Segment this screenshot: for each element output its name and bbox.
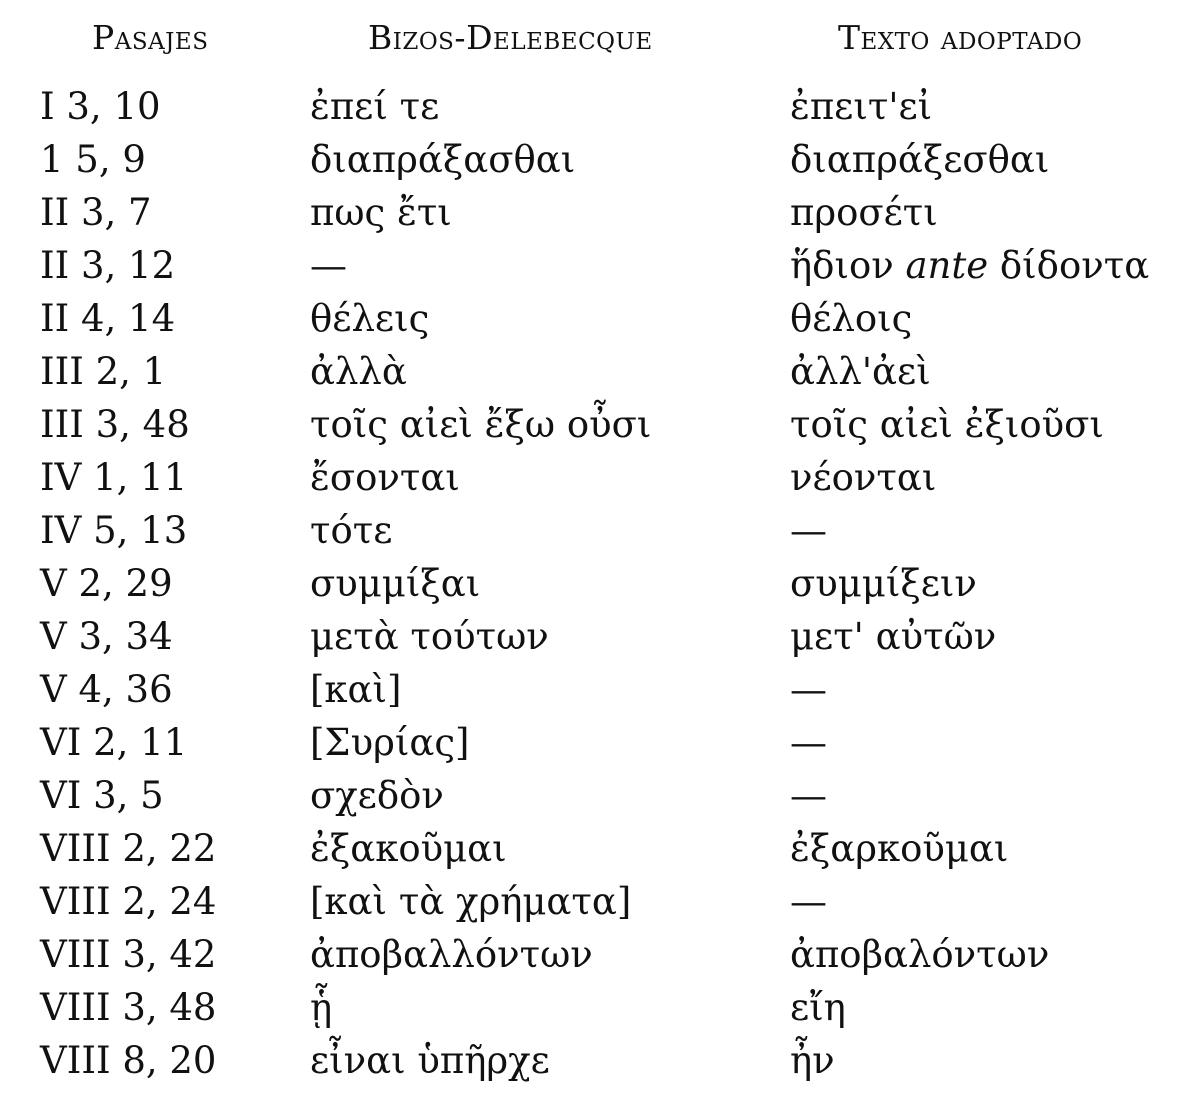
bizos-reading: ἀποβαλλόντων (310, 933, 593, 976)
adopted-reading: ἀλλ'ἀεὶ (790, 350, 931, 393)
passage-reference: II 3, 7 (40, 191, 152, 234)
passage-reference: IV 1, 11 (40, 456, 188, 499)
adopted-reading: ἐξαρκοῦμαι (790, 827, 1009, 870)
table-row (0, 716, 1182, 770)
adopted-reading: θέλοις (790, 297, 913, 340)
bizos-reading: — (310, 244, 347, 287)
table-header (0, 18, 1182, 72)
table-row (0, 186, 1182, 240)
bizos-reading: τότε (310, 509, 393, 552)
bizos-reading: ἐξακοῦμαι (310, 827, 507, 870)
bizos-reading: ἀλλὰ (310, 350, 407, 393)
bizos-reading: μετὰ τούτων (310, 615, 549, 658)
table-row (0, 610, 1182, 664)
adopted-reading: διαπράξεσθαι (790, 138, 1050, 181)
table-row (0, 769, 1182, 823)
adopted-reading: νέονται (790, 456, 937, 499)
adopted-reading: προσέτι (790, 191, 938, 234)
table-row (0, 292, 1182, 346)
adopted-reading: — (790, 668, 827, 711)
passage-reference: III 3, 48 (40, 403, 190, 446)
table-row (0, 80, 1182, 134)
table-row (0, 398, 1182, 452)
adopted-reading: εἴη (790, 986, 846, 1029)
passage-reference: V 4, 36 (40, 668, 173, 711)
adopted-reading-italic: ante (905, 244, 989, 287)
table-row (0, 1034, 1182, 1088)
bizos-reading: [καὶ] (310, 668, 402, 711)
adopted-reading: — (790, 509, 827, 552)
table-row (0, 663, 1182, 717)
adopted-reading: ἀποβαλόντων (790, 933, 1050, 976)
bizos-reading: ᾗ (310, 986, 333, 1029)
bizos-reading: εἶναι ὑπῆρχε (310, 1039, 550, 1082)
passage-reference: VIII 8, 20 (40, 1039, 217, 1082)
bizos-reading: ἔσονται (310, 456, 460, 499)
passage-reference: 1 5, 9 (40, 138, 146, 181)
table-row (0, 504, 1182, 558)
table-row (0, 451, 1182, 505)
passage-reference: II 4, 14 (40, 297, 176, 340)
passage-reference: II 3, 12 (40, 244, 176, 287)
adopted-reading-before: ἥδιον (790, 244, 906, 287)
table-row (0, 133, 1182, 187)
table-row (0, 822, 1182, 876)
passage-reference: VI 3, 5 (40, 774, 164, 817)
passage-reference: V 2, 29 (40, 562, 173, 605)
passage-reference: IV 5, 13 (40, 509, 188, 552)
header-bizos-delebecque: Bizos-Delebecque (368, 18, 653, 57)
bizos-reading: πως ἔτι (310, 191, 452, 234)
adopted-reading: — (790, 880, 827, 923)
bizos-reading: συμμίξαι (310, 562, 481, 605)
passage-reference: III 2, 1 (40, 350, 167, 393)
passage-reference: VIII 2, 22 (40, 827, 217, 870)
bizos-reading: [Συρίας] (310, 721, 470, 764)
table-row (0, 875, 1182, 929)
adopted-reading: — (790, 721, 827, 764)
bizos-reading: [καὶ τὰ χρήματα] (310, 880, 632, 923)
passage-reference: VI 2, 11 (40, 721, 188, 764)
adopted-reading: μετ' αὐτῶν (790, 615, 997, 658)
bizos-reading: θέλεις (310, 297, 430, 340)
adopted-reading: ἐπειτ'εἰ (790, 85, 933, 128)
adopted-reading: ἦν (790, 1039, 835, 1082)
header-passages: Pasajes (92, 18, 209, 57)
table-row (0, 345, 1182, 399)
bizos-reading: τοῖς αἰεὶ ἔξω οὖσι (310, 403, 652, 446)
adopted-reading (790, 239, 1149, 293)
bizos-reading: σχεδὸν (310, 774, 444, 817)
adopted-reading-after: δίδοντα (988, 244, 1150, 287)
table-row (0, 981, 1182, 1035)
adopted-reading: — (790, 774, 827, 817)
passage-reference: VIII 3, 48 (40, 986, 217, 1029)
table-row (0, 557, 1182, 611)
bizos-reading: διαπράξασθαι (310, 138, 576, 181)
adopted-reading: τοῖς αἰεὶ ἐξιοῦσι (790, 403, 1104, 446)
passage-reference: V 3, 34 (40, 615, 173, 658)
header-adopted-text: Texto adoptado (838, 18, 1083, 57)
table-row (0, 239, 1182, 293)
bizos-reading: ἐπεί τε (310, 85, 440, 128)
passage-reference: VIII 2, 24 (40, 880, 217, 923)
table-row (0, 928, 1182, 982)
passage-reference: VIII 3, 42 (40, 933, 217, 976)
adopted-reading: συμμίξειν (790, 562, 977, 605)
passage-reference: I 3, 10 (40, 85, 161, 128)
